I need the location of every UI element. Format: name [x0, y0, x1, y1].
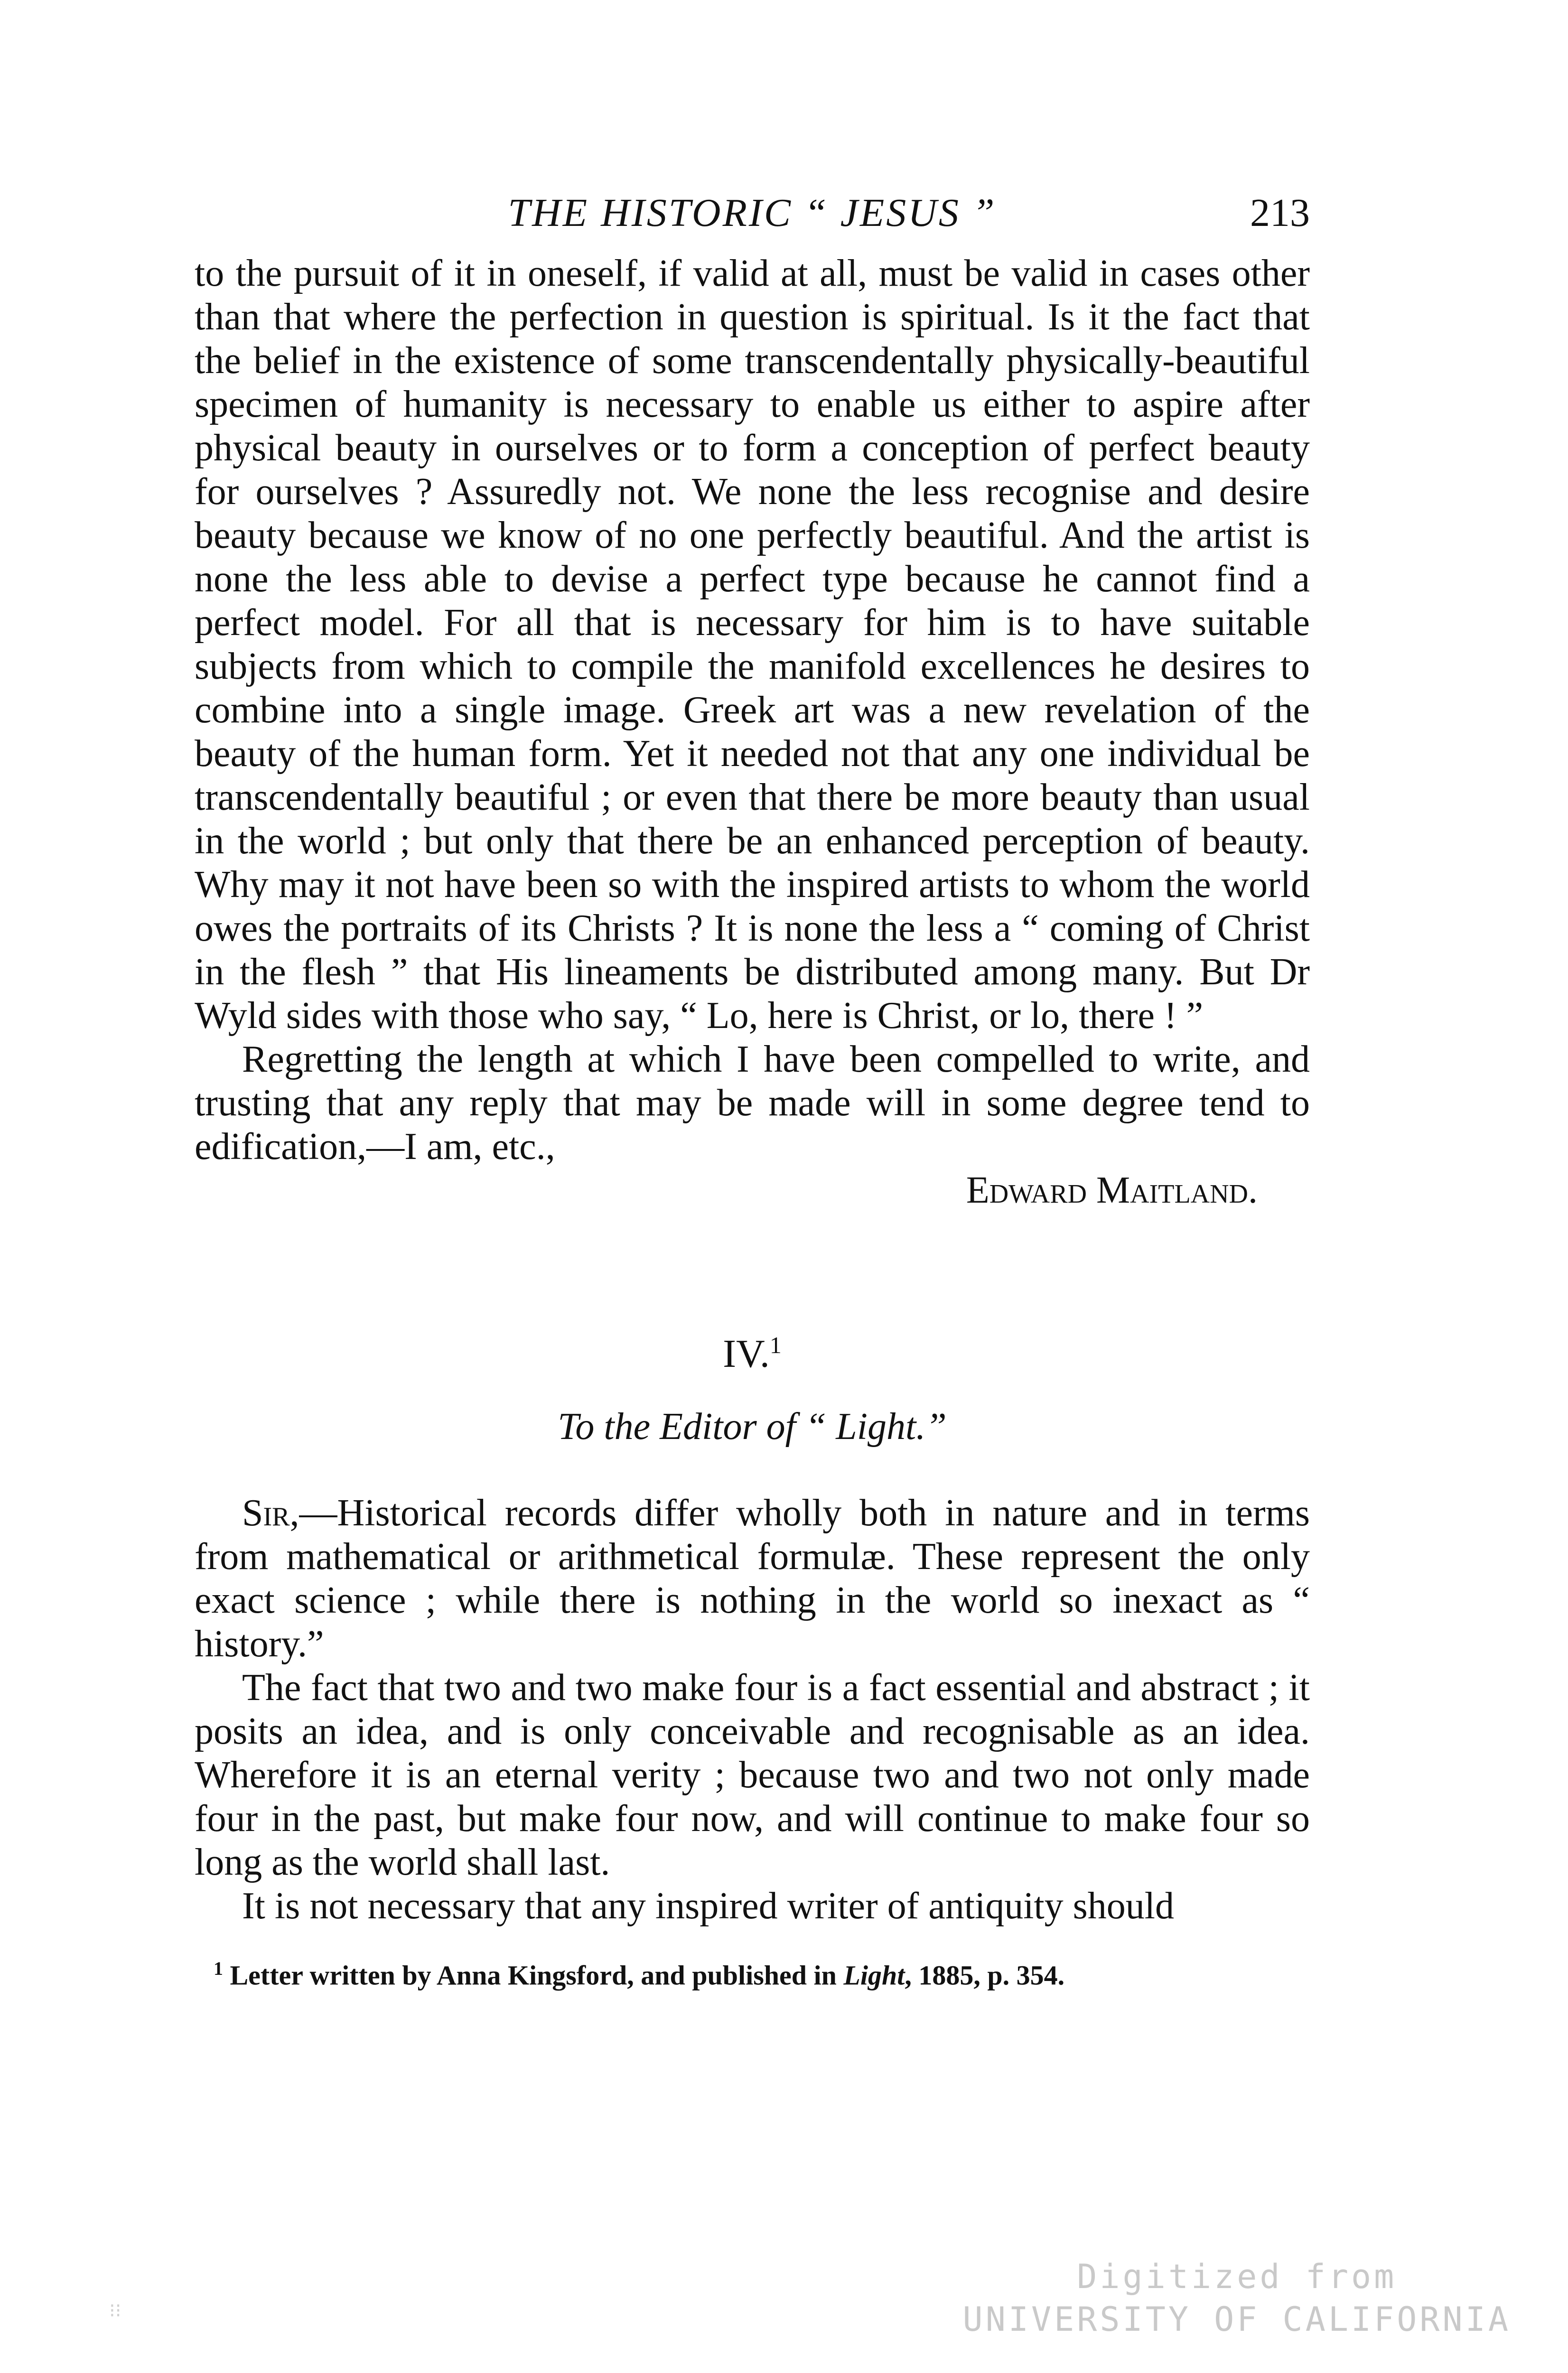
paragraph: The fact that two and two make four is a fact essential and abstract ; it posits an idea, and is only conceivable and recognisable as an idea. Wherefore it is an eternal verity ; because two and two not only made four in the past, but make four now, and will continue to make four so long as the world shall last.	[195, 1667, 1310, 1883]
footnote-journal: Light	[843, 1960, 905, 1991]
salutation: Sir,	[242, 1492, 299, 1534]
running-header	[195, 190, 1310, 252]
letter-body	[195, 1491, 1310, 1928]
paragraph: It is not necessary that any inspired writer of antiquity should	[242, 1885, 1175, 1927]
footnote-citation: , 1885, p. 354.	[905, 1960, 1065, 1991]
section-number: IV.	[723, 1332, 770, 1376]
page-number: 213	[1250, 191, 1310, 235]
scan-mark: ⁝⁝	[109, 2300, 121, 2322]
footnote	[195, 1952, 1310, 1992]
paragraph: Regretting the length at which I have been compelled to write, and trusting that any reply that may be made will in some degree tend to edification,—I am, etc.,	[195, 1038, 1310, 1168]
signature: Edward Maitland.	[966, 1169, 1258, 1211]
paragraph: to the pursuit of it in oneself, if valid at all, must be valid in cases other than that where the perfection in question is spiritual. Is it the fact that the belief in the existence of some transcendentally physically-beautiful specimen of humanity is necessary to enable us either to aspire after physical beauty in ourselves or to form a conception of perfect beauty for ourselves ? Assuredly not. We none the less recognise and desire beauty because we know of no one perfectly beautiful. And the artist is none the less able to devise a perfect type because he cannot find a perfect model. For all that is necessary for him is to have suitable subjects from which to compile the manifold excellences he desires to combine into a single image. Greek art was a new revelation of the beauty of the human form. Yet it needed not that any one individual be transcendentally beautiful ; or even that there be more beauty than usual in the world ; but only that there be an enhanced perception of beauty. Why may it not have been so with the inspired artists to whom the world owes the portraits of its Christs ? It is none the less a “ coming of Christ in the flesh ” that His lineaments be distributed among many. But Dr Wyld sides with those who say, “ Lo, here is Christ, or lo, there ! ”	[195, 252, 1310, 1037]
footnote-marker: 1	[214, 1958, 223, 1979]
paragraph-text: —Historical records differ wholly both in nature and in terms from mathematical or arithmetical formulæ. These represent the only exact science ; while there is nothing in the world so inexact as “ history.”	[195, 1492, 1310, 1665]
book-page	[195, 190, 1310, 1992]
letter-continuation	[195, 252, 1310, 1168]
watermark-line: Digitized from	[1077, 2257, 1397, 2296]
footnote-text: Letter written by Anna Kingsford, and published in	[230, 1960, 844, 1991]
digitization-watermark	[963, 2255, 1511, 2341]
running-title: THE HISTORIC “ JESUS ”	[508, 191, 997, 235]
paragraph	[195, 1491, 1310, 1666]
footnote-reference: 1	[769, 1332, 782, 1358]
addressee-line: To the Editor of “ Light.”	[558, 1406, 947, 1448]
watermark-line: UNIVERSITY OF CALIFORNIA	[962, 2300, 1511, 2339]
section-heading	[195, 1331, 1310, 1377]
